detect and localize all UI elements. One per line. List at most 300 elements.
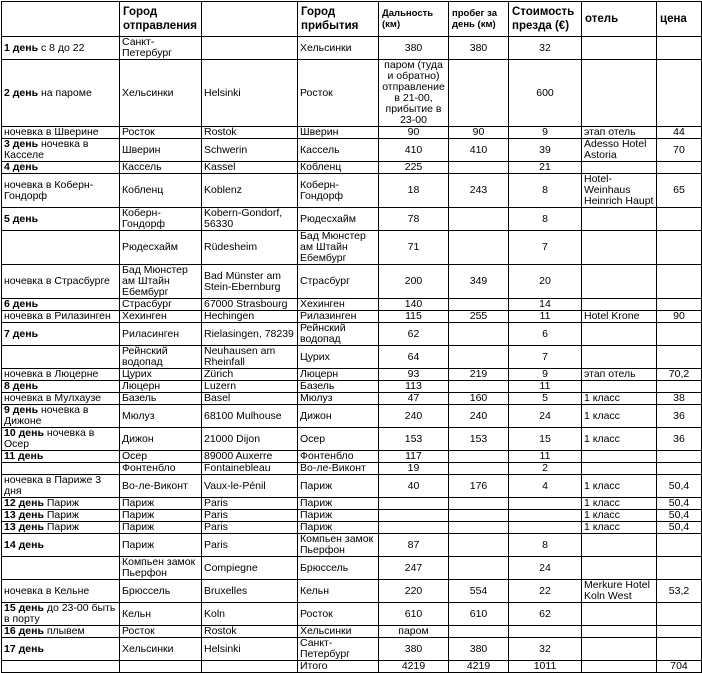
cell-day [2, 405, 120, 428]
table-row [2, 428, 702, 451]
day-label-note: ночевка в Рилазинген [4, 310, 111, 322]
cell-cost: 14 [509, 299, 582, 311]
table-row [2, 534, 702, 557]
cell-distance: 78 [379, 208, 449, 231]
day-label-bold: 15 день [4, 602, 44, 614]
cell-latin-name: Hechingen [202, 311, 298, 323]
cell-distance: 380 [379, 37, 449, 60]
cell-price [657, 60, 702, 127]
day-label-bold: 7 день [4, 327, 39, 340]
cell-latin-name [202, 661, 298, 673]
table-body [2, 37, 702, 673]
table-row [2, 475, 702, 498]
cell-cost: 4 [509, 475, 582, 498]
cell-arrival-city: Страсбург [298, 265, 379, 299]
cell-arrival-city: Мюлуз [298, 393, 379, 405]
cell-hotel [582, 60, 657, 127]
cell-daily-run [449, 626, 509, 638]
cell-price: 90 [657, 311, 702, 323]
cell-hotel [582, 323, 657, 346]
cell-day [2, 661, 120, 673]
cell-arrival-city: Брюссель [298, 557, 379, 580]
cell-arrival-city: Рилазинген [298, 311, 379, 323]
cell-cost: 8 [509, 534, 582, 557]
cell-hotel [582, 162, 657, 174]
cell-cost [509, 498, 582, 510]
cell-arrival-city: Росток [298, 603, 379, 626]
cell-daily-run [449, 60, 509, 127]
cell-cost: 6 [509, 323, 582, 346]
cell-day [2, 174, 120, 208]
cell-cost: 7 [509, 231, 582, 265]
col-header-arrival-city: Город прибытия [298, 2, 379, 37]
cell-daily-run [449, 522, 509, 534]
cell-daily-run: 554 [449, 580, 509, 603]
cell-daily-run: 410 [449, 139, 509, 162]
table-row [2, 451, 702, 463]
table-row [2, 510, 702, 522]
table-header [2, 2, 702, 37]
cell-daily-run: 153 [449, 428, 509, 451]
day-label-bold: 9 день [4, 404, 39, 416]
cell-cost: 39 [509, 139, 582, 162]
cell-arrival-city: Рейнский водопад [298, 323, 379, 346]
cell-day [2, 522, 120, 534]
cell-day [2, 475, 120, 498]
cell-latin-name: Koln [202, 603, 298, 626]
cell-latin-name: Zürich [202, 369, 298, 381]
cell-hotel [582, 463, 657, 475]
cell-cost: 32 [509, 37, 582, 60]
cell-distance: 19 [379, 463, 449, 475]
cell-daily-run: 349 [449, 265, 509, 299]
cell-daily-run: 4219 [449, 661, 509, 673]
cell-distance: 4219 [379, 661, 449, 673]
cell-price: 36 [657, 428, 702, 451]
cell-departure-city: Кельн [120, 603, 202, 626]
cell-day [2, 299, 120, 311]
cell-price [657, 638, 702, 661]
table-row [2, 603, 702, 626]
cell-departure-city: Париж [120, 510, 202, 522]
cell-daily-run [449, 162, 509, 174]
cell-arrival-city: Хельсинки [298, 626, 379, 638]
cell-price [657, 534, 702, 557]
cell-latin-name: 89000 Auxerre [202, 451, 298, 463]
cell-price: 36 [657, 405, 702, 428]
cell-distance: 220 [379, 580, 449, 603]
cell-day [2, 463, 120, 475]
cell-latin-name: Helsinki [202, 638, 298, 661]
table-row [2, 381, 702, 393]
table-row [2, 231, 702, 265]
table-row [2, 557, 702, 580]
cell-departure-city: Во-ле-Виконт [120, 475, 202, 498]
col-header-departure-city: Город отправления [120, 2, 202, 37]
cell-distance: 610 [379, 603, 449, 626]
cell-price: 65 [657, 174, 702, 208]
cell-daily-run [449, 381, 509, 393]
cell-hotel: этап отель [582, 369, 657, 381]
day-label-bold: 8 день [4, 380, 39, 392]
cell-distance [379, 498, 449, 510]
cell-hotel: 1 класс [582, 393, 657, 405]
table-row [2, 498, 702, 510]
cell-departure-city: Хехинген [120, 311, 202, 323]
cell-day [2, 498, 120, 510]
cell-arrival-city: Кельн [298, 580, 379, 603]
cell-daily-run: 380 [449, 638, 509, 661]
cell-cost: 9 [509, 127, 582, 139]
cell-daily-run: 240 [449, 405, 509, 428]
cell-cost: 600 [509, 60, 582, 127]
cell-distance: 410 [379, 139, 449, 162]
cell-latin-name: Luzern [202, 381, 298, 393]
day-label-note: Париж [43, 521, 79, 533]
cell-departure-city: Цурих [120, 369, 202, 381]
day-label-note: ночевка в Шверине [4, 126, 99, 138]
table-row [2, 580, 702, 603]
cell-hotel [582, 638, 657, 661]
cell-day [2, 369, 120, 381]
cell-arrival-city: Базель [298, 381, 379, 393]
cell-departure-city: Дижон [120, 428, 202, 451]
cell-daily-run [449, 557, 509, 580]
day-label-note: до 23-00 быть в порту [4, 602, 116, 625]
cell-day [2, 381, 120, 393]
cell-price [657, 208, 702, 231]
cell-arrival-city: Париж [298, 498, 379, 510]
cell-latin-name: Koblenz [202, 174, 298, 208]
cell-daily-run: 243 [449, 174, 509, 208]
cell-distance: 115 [379, 311, 449, 323]
cell-hotel [582, 265, 657, 299]
cell-price: 70,2 [657, 369, 702, 381]
cell-departure-city: Шверин [120, 139, 202, 162]
col-header-distance: Дальность (км) [379, 2, 449, 37]
cell-distance: 153 [379, 428, 449, 451]
cell-cost: 7 [509, 346, 582, 369]
cell-latin-name: Kobern-Gondorf, 56330 [202, 208, 298, 231]
cell-distance: 40 [379, 475, 449, 498]
cell-day [2, 393, 120, 405]
cell-hotel [582, 603, 657, 626]
cell-distance: 93 [379, 369, 449, 381]
cell-cost: 24 [509, 405, 582, 428]
cell-hotel [582, 661, 657, 673]
cell-arrival-city: Дижон [298, 405, 379, 428]
col-header-day [2, 2, 120, 37]
cell-distance: 113 [379, 381, 449, 393]
cell-price [657, 626, 702, 638]
cell-arrival-city: Кобленц [298, 162, 379, 174]
cell-daily-run: 380 [449, 37, 509, 60]
cell-daily-run [449, 323, 509, 346]
table-row [2, 661, 702, 673]
day-label-bold: 14 день [4, 538, 44, 551]
col-header-cost: Стоимость презда (€) [509, 2, 582, 37]
cell-arrival-city: Рюдесхайм [298, 208, 379, 231]
cell-hotel: 1 класс [582, 498, 657, 510]
cell-day [2, 603, 120, 626]
table-row [2, 393, 702, 405]
day-label-bold: 1 день [4, 41, 39, 54]
cell-day [2, 626, 120, 638]
cell-distance: 140 [379, 299, 449, 311]
cell-distance: 71 [379, 231, 449, 265]
header-row [2, 2, 702, 37]
cell-latin-name: Vaux-le-Pénil [202, 475, 298, 498]
table-row [2, 265, 702, 299]
day-label-note: Париж [43, 497, 79, 509]
day-label-bold: 16 день [4, 625, 44, 637]
day-label-note: ночевка в Осер [4, 427, 95, 450]
day-label-bold: 13 день [4, 509, 44, 521]
cell-price: 50,4 [657, 475, 702, 498]
cell-hotel [582, 231, 657, 265]
cell-departure-city: Мюлуз [120, 405, 202, 428]
cell-arrival-city: Итого [298, 661, 379, 673]
table-row [2, 638, 702, 661]
cell-day [2, 428, 120, 451]
cell-price [657, 381, 702, 393]
table-row [2, 463, 702, 475]
table-row [2, 311, 702, 323]
cell-departure-city: Кассель [120, 162, 202, 174]
cell-departure-city: Люцерн [120, 381, 202, 393]
cell-distance: 247 [379, 557, 449, 580]
table-row [2, 299, 702, 311]
cell-cost: 11 [509, 311, 582, 323]
day-label-bold: 4 день [4, 161, 39, 173]
cell-daily-run [449, 510, 509, 522]
day-label-bold: 2 день [4, 86, 39, 99]
cell-latin-name: Rielasingen, 78239 [202, 323, 298, 346]
cell-latin-name: Paris [202, 498, 298, 510]
cell-departure-city: Базель [120, 393, 202, 405]
cell-cost: 15 [509, 428, 582, 451]
table-row [2, 127, 702, 139]
cell-distance: 380 [379, 638, 449, 661]
cell-distance: 200 [379, 265, 449, 299]
cell-daily-run: 610 [449, 603, 509, 626]
table-row [2, 346, 702, 369]
cell-hotel: Hotel Krone [582, 311, 657, 323]
cell-departure-city: Брюссель [120, 580, 202, 603]
cell-departure-city: Хельсинки [120, 60, 202, 127]
cell-price [657, 37, 702, 60]
cell-latin-name: Helsinki [202, 60, 298, 127]
cell-hotel [582, 451, 657, 463]
cell-price: 50,4 [657, 498, 702, 510]
cell-price [657, 265, 702, 299]
day-label-bold: 17 день [4, 642, 44, 655]
cell-departure-city: Росток [120, 626, 202, 638]
day-label-bold: 10 день [4, 427, 44, 439]
cell-departure-city: Коберн-Гондорф [120, 208, 202, 231]
cell-distance: 117 [379, 451, 449, 463]
cell-departure-city: Санкт-Петербург [120, 37, 202, 60]
day-label-note: Париж [43, 509, 79, 521]
cell-day [2, 451, 120, 463]
cell-cost: 2 [509, 463, 582, 475]
cell-distance: 62 [379, 323, 449, 346]
day-label-note: ночевка в Мулхаузе [4, 392, 102, 404]
cell-daily-run [449, 346, 509, 369]
cell-cost: 11 [509, 381, 582, 393]
cell-daily-run: 255 [449, 311, 509, 323]
cell-departure-city: Париж [120, 522, 202, 534]
cell-price [657, 463, 702, 475]
cell-day [2, 265, 120, 299]
cell-distance: 240 [379, 405, 449, 428]
cell-day [2, 580, 120, 603]
day-label-bold: 11 день [4, 450, 44, 462]
cell-latin-name: Neuhausen am Rheinfall [202, 346, 298, 369]
cell-arrival-city: Кассель [298, 139, 379, 162]
cell-day [2, 208, 120, 231]
cell-arrival-city: Париж [298, 475, 379, 498]
cell-cost: 9 [509, 369, 582, 381]
table-row [2, 162, 702, 174]
cell-distance: 90 [379, 127, 449, 139]
cell-price [657, 231, 702, 265]
cell-daily-run [449, 208, 509, 231]
cell-hotel: 1 класс [582, 475, 657, 498]
cell-day [2, 534, 120, 557]
cell-hotel [582, 299, 657, 311]
cell-cost: 8 [509, 174, 582, 208]
table-row [2, 60, 702, 127]
cell-arrival-city: Фонтенбло [298, 451, 379, 463]
cell-day [2, 323, 120, 346]
col-header-price: цена [657, 2, 702, 37]
cell-latin-name: Rostok [202, 626, 298, 638]
day-label-bold: 3 день [4, 138, 39, 150]
cell-arrival-city: Росток [298, 60, 379, 127]
cell-day [2, 139, 120, 162]
cell-price: 70 [657, 139, 702, 162]
cell-price [657, 299, 702, 311]
cell-cost: 32 [509, 638, 582, 661]
cell-arrival-city: Шверин [298, 127, 379, 139]
cell-daily-run [449, 534, 509, 557]
cell-daily-run [449, 299, 509, 311]
cell-arrival-city: Париж [298, 522, 379, 534]
cell-hotel [582, 557, 657, 580]
day-label-note: ночевка в Страсбурге [4, 275, 110, 287]
cell-hotel [582, 37, 657, 60]
cell-daily-run [449, 498, 509, 510]
cell-distance: 225 [379, 162, 449, 174]
cell-cost: 24 [509, 557, 582, 580]
cell-hotel [582, 346, 657, 369]
cell-daily-run [449, 231, 509, 265]
cell-hotel: 1 класс [582, 428, 657, 451]
cell-latin-name: 21000 Dijon [202, 428, 298, 451]
cell-latin-name: Paris [202, 534, 298, 557]
cell-departure-city: Страсбург [120, 299, 202, 311]
cell-arrival-city: Хельсинки [298, 37, 379, 60]
cell-day [2, 60, 120, 127]
cell-price [657, 603, 702, 626]
cell-distance: паром (туда и обратно) отправление в 21-00, прибытие в 23-00 [379, 60, 449, 127]
cell-price: 704 [657, 661, 702, 673]
cell-departure-city: Компьен замок Пьерфон [120, 557, 202, 580]
cell-hotel: Merkure Hotel Koln West [582, 580, 657, 603]
cell-arrival-city: Компьен замок Пьерфон [298, 534, 379, 557]
table-row [2, 208, 702, 231]
cell-cost: 20 [509, 265, 582, 299]
cell-hotel [582, 208, 657, 231]
cell-latin-name: Schwerin [202, 139, 298, 162]
cell-cost [509, 522, 582, 534]
cell-cost: 1011 [509, 661, 582, 673]
cell-price: 38 [657, 393, 702, 405]
cell-departure-city: Бад Мюнстер ам Штайн Ебембург [120, 265, 202, 299]
cell-departure-city: Росток [120, 127, 202, 139]
cell-departure-city: Париж [120, 534, 202, 557]
cell-day [2, 127, 120, 139]
cell-cost: 22 [509, 580, 582, 603]
cell-arrival-city: Люцерн [298, 369, 379, 381]
cell-latin-name: 68100 Mulhouse [202, 405, 298, 428]
cell-daily-run: 160 [449, 393, 509, 405]
cell-hotel: этап отель [582, 127, 657, 139]
cell-daily-run [449, 451, 509, 463]
cell-daily-run: 219 [449, 369, 509, 381]
cell-cost: 11 [509, 451, 582, 463]
itinerary-table [1, 1, 702, 673]
col-header-hotel: отель [582, 2, 657, 37]
cell-departure-city: Рейнский водопад [120, 346, 202, 369]
day-label-bold: 12 день [4, 497, 44, 509]
day-label-note: ночевка в Дижоне [4, 404, 89, 427]
day-label-note: ночевка в Коберн-Гондорф [4, 178, 94, 202]
cell-daily-run: 90 [449, 127, 509, 139]
cell-latin-name: 67000 Strasbourg [202, 299, 298, 311]
cell-price [657, 346, 702, 369]
cell-distance: 87 [379, 534, 449, 557]
cell-price: 50,4 [657, 510, 702, 522]
cell-departure-city: Рюдесхайм [120, 231, 202, 265]
cell-price: 44 [657, 127, 702, 139]
table-row [2, 139, 702, 162]
cell-arrival-city: Коберн-Гондорф [298, 174, 379, 208]
table-row [2, 626, 702, 638]
cell-hotel: 1 класс [582, 522, 657, 534]
day-label-note: на пароме [38, 86, 92, 99]
cell-distance [379, 522, 449, 534]
cell-arrival-city: Хехинген [298, 299, 379, 311]
col-header-daily-run: пробег за день (км) [449, 2, 509, 37]
cell-departure-city: Риласинген [120, 323, 202, 346]
cell-latin-name: Paris [202, 510, 298, 522]
cell-arrival-city: Париж [298, 510, 379, 522]
cell-latin-name: Paris [202, 522, 298, 534]
cell-cost: 5 [509, 393, 582, 405]
cell-latin-name [202, 37, 298, 60]
day-label-note: плывем [43, 625, 85, 637]
cell-arrival-city: Во-ле-Виконт [298, 463, 379, 475]
day-label-note: с 8 до 22 [38, 41, 85, 54]
day-label-note: ночевка в Париже 3 дня [4, 474, 102, 497]
cell-day [2, 557, 120, 580]
cell-day [2, 37, 120, 60]
cell-day [2, 346, 120, 369]
cell-latin-name: Fontainebleau [202, 463, 298, 475]
table-row [2, 522, 702, 534]
